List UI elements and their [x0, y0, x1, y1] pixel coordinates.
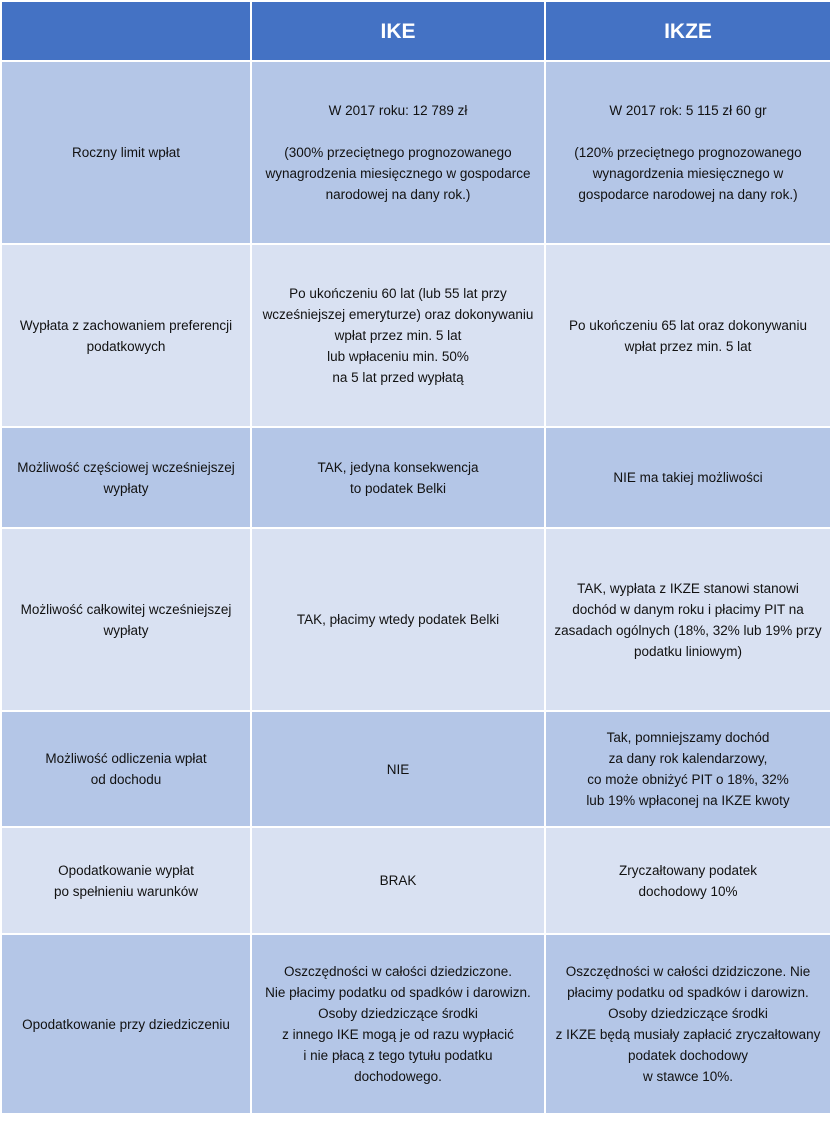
row-tax-preferred-payout — [1, 244, 831, 427]
row-label: Możliwość odliczenia wpłat od dochodu — [1, 711, 251, 827]
ike-cell: Oszczędności w całości dziedziczone. Nie płacimy podatku od spadków i darowizn. Osoby dziedziczące środki z innego IKE mogą je od razu wypłacić i nie płacą z tego tytułu podatku dochodowego. — [251, 934, 545, 1114]
row-full-early-payout — [1, 528, 831, 711]
row-inheritance-taxation — [1, 934, 831, 1114]
row-income-deduction — [1, 711, 831, 827]
header-ike: IKE — [251, 1, 545, 61]
ike-cell: TAK, płacimy wtedy podatek Belki — [251, 528, 545, 711]
ike-cell: W 2017 roku: 12 789 zł (300% przeciętnego prognozowanego wynagrodzenia miesięcznego w gospodarce narodowej na dany rok.) — [251, 61, 545, 244]
row-label: Możliwość częściowej wcześniejszej wypłaty — [1, 427, 251, 528]
row-partial-early-payout — [1, 427, 831, 528]
ike-cell: BRAK — [251, 827, 545, 934]
ikze-cell: TAK, wypłata z IKZE stanowi stanowi dochód w danym roku i płacimy PIT na zasadach ogólnych (18%, 32% lub 19% przy podatku liniowym) — [545, 528, 831, 711]
header-empty-cell — [1, 1, 251, 61]
ikze-cell: Oszczędności w całości dzidziczone. Nie płacimy podatku od spadków i darowizn. Osoby dziedziczące środki z IKZE będą musiały zapłacić zryczałtowany podatek dochodowy w stawce 10%. — [545, 934, 831, 1114]
row-payout-taxation — [1, 827, 831, 934]
ikze-cell: Po ukończeniu 65 lat oraz dokonywaniu wpłat przez min. 5 lat — [545, 244, 831, 427]
row-label: Opodatkowanie przy dziedziczeniu — [1, 934, 251, 1114]
ike-cell: TAK, jedyna konsekwencja to podatek Belki — [251, 427, 545, 528]
ikze-cell: Tak, pomniejszamy dochód za dany rok kalendarzowy, co może obniżyć PIT o 18%, 32% lub 19% wpłaconej na IKZE kwoty — [545, 711, 831, 827]
header-row — [1, 1, 831, 61]
row-annual-limit — [1, 61, 831, 244]
ike-cell: Po ukończeniu 60 lat (lub 55 lat przy wcześniejszej emeryturze) oraz dokonywaniu wpłat przez min. 5 lat lub wpłaceniu min. 50% na 5 lat przed wypłatą — [251, 244, 545, 427]
row-label: Roczny limit wpłat — [1, 61, 251, 244]
row-label: Opodatkowanie wypłat po spełnieniu warunków — [1, 827, 251, 934]
ikze-cell: NIE ma takiej możliwości — [545, 427, 831, 528]
ikze-cell: W 2017 rok: 5 115 zł 60 gr (120% przeciętnego prognozowanego wynagordzenia miesięcznego w gospodarce narodowej na dany rok.) — [545, 61, 831, 244]
header-ikze: IKZE — [545, 1, 831, 61]
ike-cell: NIE — [251, 711, 545, 827]
row-label: Możliwość całkowitej wcześniejszej wypłaty — [1, 528, 251, 711]
ikze-cell: Zryczałtowany podatek dochodowy 10% — [545, 827, 831, 934]
row-label: Wypłata z zachowaniem preferencji podatkowych — [1, 244, 251, 427]
